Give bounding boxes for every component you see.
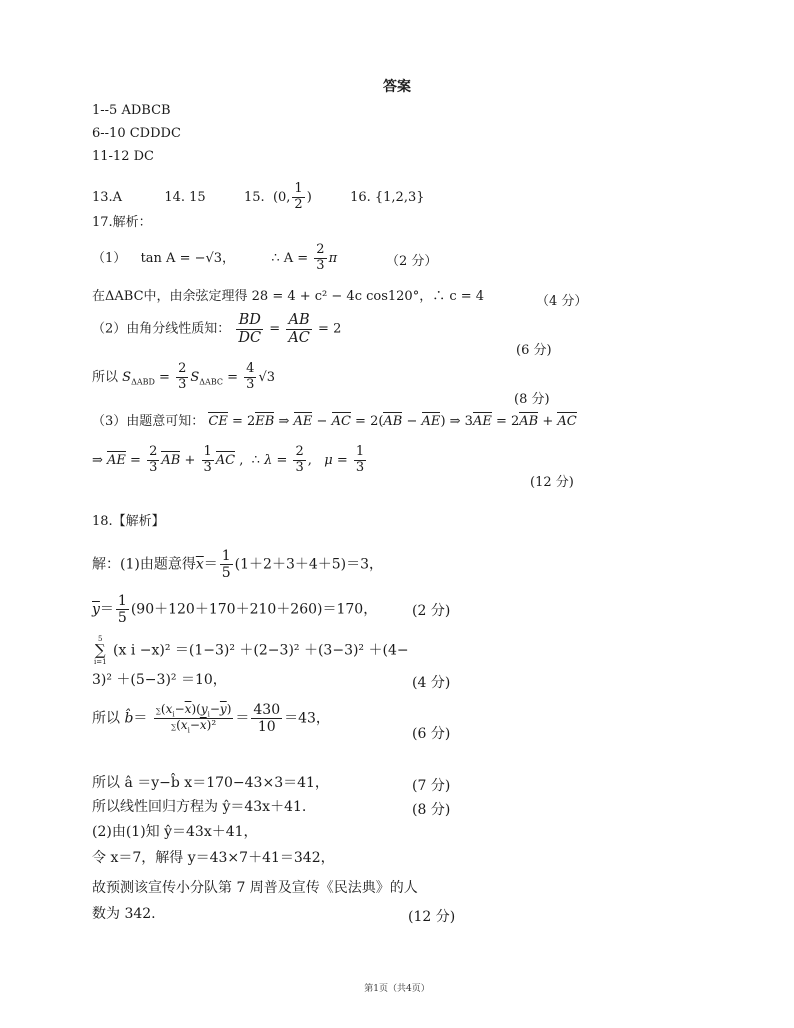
q18-mean-y: $\overline{y}=$ $\frac{1}{5}$ (90＋120＋170＋210＋260)＝170， — [92, 593, 378, 627]
q18-part2-known: (2)由(1)知 ŷ＝43x＋41， — [92, 824, 258, 840]
q18-score-2: (2 分) — [412, 603, 451, 619]
answer-13: 13.A — [92, 189, 123, 205]
q18-conclusion-1: 故预测该宣传小分队第 7 周普及宣传《民法典》的人 — [92, 880, 418, 896]
q17-score-2: （2 分） — [386, 254, 438, 269]
choice-answers-6-10: 6--10 CDDDC — [92, 126, 181, 141]
q18-score-7: (7 分) — [412, 778, 451, 794]
answer-15-value: (0, $\frac{1}{2}$ ) — [268, 181, 312, 212]
choice-answers-11-12: 11-12 DC — [92, 149, 154, 164]
q18-regression-equation: 所以线性回归方程为 ŷ＝43x＋41. — [92, 799, 307, 815]
q17-heading: 17.解析： — [92, 215, 152, 230]
q17-score-6: (6 分) — [516, 343, 552, 358]
q18-part2-substitute: 令 x＝7，解得 y＝43×7＋41＝342， — [92, 850, 335, 866]
q18-score-12: (12 分) — [408, 909, 456, 925]
answer-16: 16. {1,2,3} — [350, 189, 425, 205]
q17-area-ratio: 所以 $S_{\Delta ABD}$ = $\frac{2}{3}$ $S_{\Delta ABC}$ = $\frac{4}{3}$ √3 — [92, 361, 275, 392]
fill-in-answers — [92, 182, 425, 213]
q17-part3-result: ⇒ AE = $\frac{2}{3}$ AB + $\frac{1}{3}$ AC , ∴ λ = $\frac{2}{3}$ , μ = $\frac{1}{3}$ — [92, 444, 365, 475]
q17-part2: （2）由角分线性质知： $\frac{BD}{DC}$ = $\frac{AB}{AC}$ = 2 — [92, 312, 342, 346]
answer-14: 14. 15 — [164, 189, 206, 205]
q17-score-8: (8 分) — [514, 392, 550, 407]
q17-score-12: (12 分) — [530, 475, 574, 490]
q17-score-4: （4 分） — [536, 294, 588, 309]
choice-answers-1-5: 1--5 ADBCB — [92, 103, 171, 118]
q18-slope: 所以 b̂＝ $\frac{\sum(x_i-\overline{x})(y_i-\overline{y})}{\sum(x_i-\overline{x})^2}$ ＝ $\frac{430}{10}$ ＝43， — [92, 701, 330, 736]
q17-part3-vectors: （3）由题意可知： CE = 2EB ⇒ AE − AC = 2(AB − AE) ⇒ 3AE = 2AB + AC — [92, 414, 577, 429]
q18-sum-squares: 5 ∑ i=1 (x i −x)² ＝(1−3)² ＋(2−3)² ＋(3−3)² ＋(4− — [94, 635, 409, 667]
page-footer: 第1页（共4页） — [364, 984, 430, 994]
q18-score-6: (6 分) — [412, 726, 451, 742]
q17-cosine-law: 在ΔABC中，由余弦定理得 28 = 4 + c² − 4c cos120°，∴ c = 4 — [92, 289, 485, 304]
q18-conclusion-2: 数为 342. — [92, 906, 156, 922]
q18-intercept: 所以 â ＝y−b̂ x＝170−43×3＝41， — [92, 775, 329, 791]
q18-score-8: (8 分) — [412, 802, 451, 818]
q18-sum-squares-cont: 3)² ＋(5−3)² ＝10， — [92, 672, 227, 688]
answer-15-label: 15. — [243, 189, 265, 205]
page-title: 答案 — [383, 79, 411, 95]
q17-part1: （1） tan A = −√3， ∴ A = $\frac{2}{3}$ π — [92, 242, 338, 273]
q17-part1-equation: tan A = −√3， — [140, 250, 236, 266]
q17-part1-result: ∴ A = $\frac{2}{3}$ π — [271, 242, 338, 273]
q18-heading: 18.【解析】 — [92, 514, 165, 529]
q18-score-4: (4 分) — [412, 675, 451, 691]
q18-mean-x: 解：(1)由题意得$\overline{x}=$ $\frac{1}{5}$ (1＋2＋3＋4＋5)＝3， — [92, 548, 384, 582]
